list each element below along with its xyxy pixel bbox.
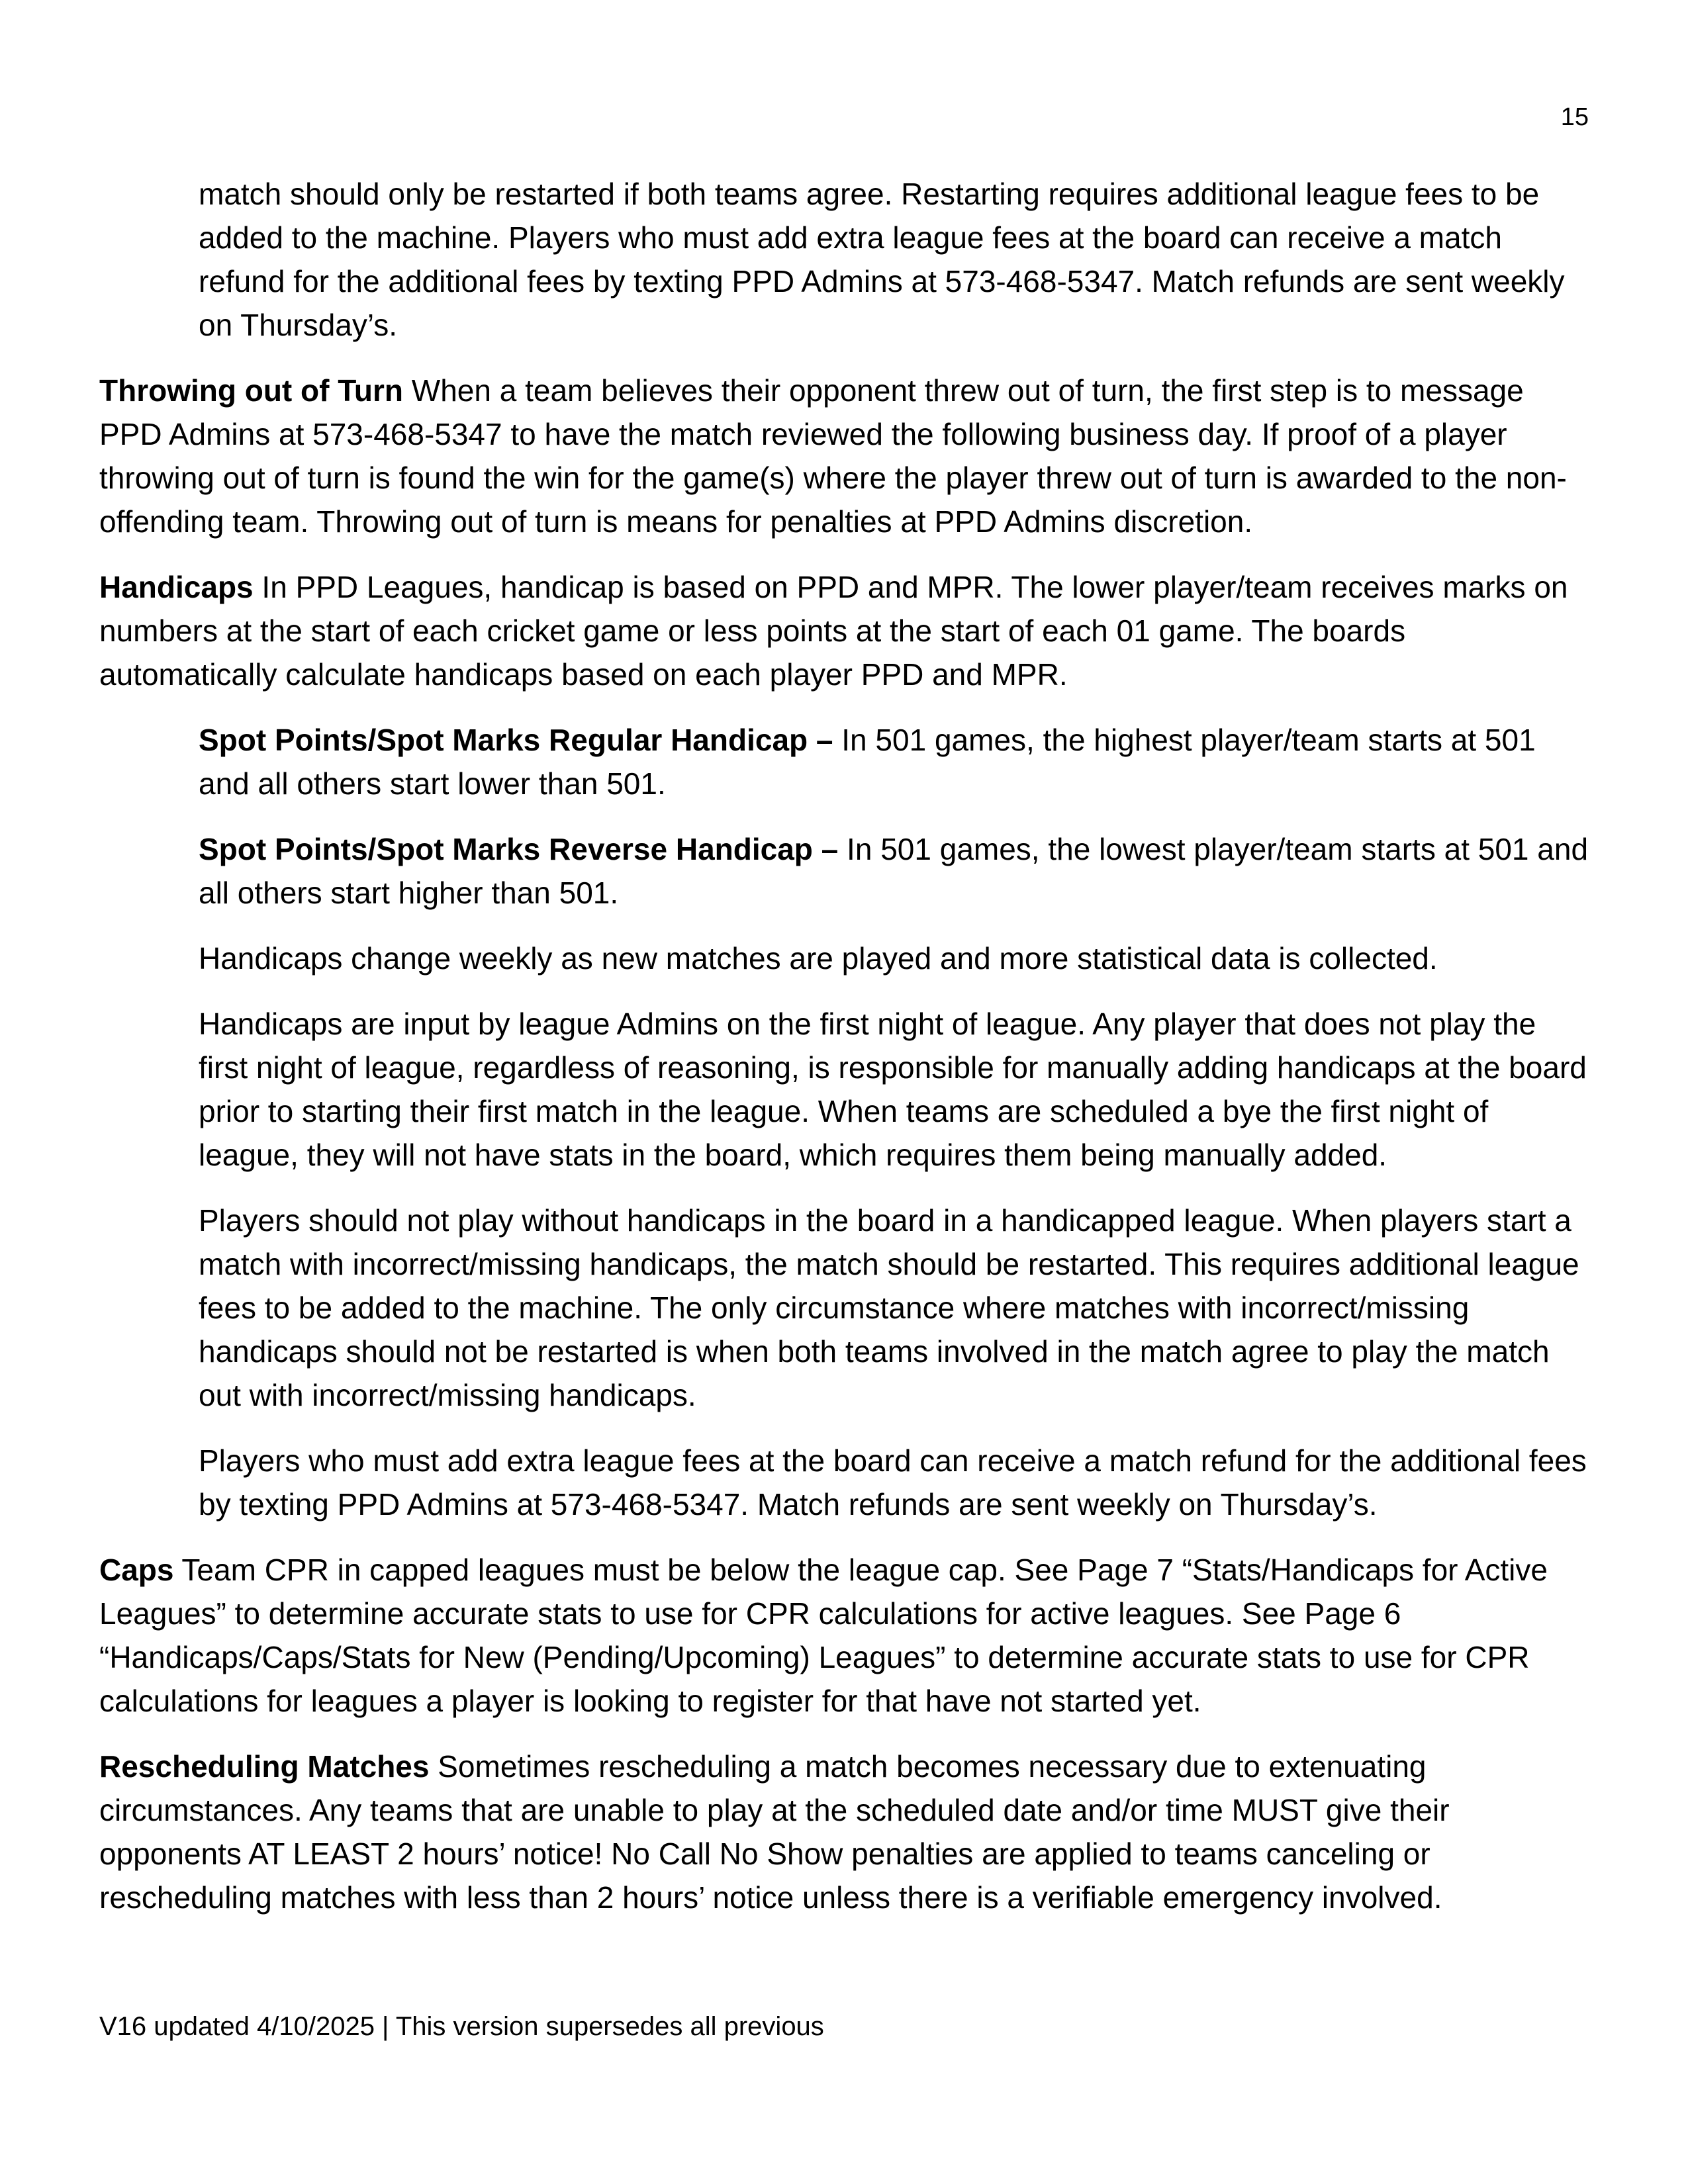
paragraph-text: Handicaps are input by league Admins on the first night of league. Any player that does not play the first night of league, regardless of reasoning, is responsible for manually adding handicaps at the board prior to starting their first match in the league. When teams are scheduled a bye the first night of league, they will not have stats in the board, which requires them being manually added. [199, 1007, 1587, 1172]
paragraph-reverse-handicap [199, 827, 1589, 915]
paragraph-text: In 501 games, the lowest player/team starts at 501 and all others start higher than 501. [199, 832, 1589, 910]
paragraph-throwing-out-of-turn [99, 369, 1589, 543]
paragraph-text: Team CPR in capped leagues must be below the league cap. See Page 7 “Stats/Handicaps for Active Leagues” to determine accurate stats to use for CPR calculations for active leagues. See Page 6 “Handicaps/Caps/Stats for New (Pending/Upcoming) Leagues” to determine accurate stats to use for CPR calculations for leagues a player is looking to register for that have not started yet. [99, 1553, 1548, 1718]
paragraph-text: In 501 games, the highest player/team starts at 501 and all others start lower than 501. [199, 723, 1536, 801]
paragraph-heading: Spot Points/Spot Marks Reverse Handicap – [199, 832, 839, 866]
paragraph-rescheduling-matches [99, 1745, 1589, 1919]
paragraph-text: Players who must add extra league fees at the board can receive a match refund for the additional fees by texting PPD Admins at 573-468-5347. Match refunds are sent weekly on Thursday’s. [199, 1443, 1587, 1522]
paragraph-heading: Caps [99, 1553, 174, 1587]
paragraph-text: Sometimes rescheduling a match becomes necessary due to extenuating circumstances. Any teams that are unable to play at the scheduled date and/or time MUST give their opponents AT LEAST 2 hours’ notice! No Call No Show penalties are applied to teams canceling or rescheduling matches with less than 2 hours’ notice unless there is a verifiable emergency involved. [99, 1749, 1450, 1915]
paragraph-regular-handicap [199, 718, 1589, 805]
paragraph-missing-handicaps [199, 1199, 1589, 1417]
paragraph-heading: Spot Points/Spot Marks Regular Handicap – [199, 723, 833, 757]
paragraph-handicaps-change-weekly [199, 936, 1589, 980]
paragraph-text: Players should not play without handicaps in the board in a handicapped league. When players start a match with incorrect/missing handicaps, the match should be restarted. This requires additional league fees to be added to the machine. The only circumstance where matches with incorrect/missing handicaps should not be restarted is when both teams involved in the match agree to play the match out with incorrect/missing handicaps. [199, 1203, 1579, 1412]
paragraph-match-refund [199, 1439, 1589, 1526]
paragraph-caps [99, 1548, 1589, 1723]
paragraph-handicaps-input [199, 1002, 1589, 1177]
paragraph-text: match should only be restarted if both teams agree. Restarting requires additional league fees to be added to the machine. Players who must add extra league fees at the board can receive a match refund for the additional fees by texting PPD Admins at 573-468-5347. Match refunds are sent weekly on Thursday’s. [199, 177, 1565, 342]
paragraph-continued-restart-fees [199, 172, 1589, 347]
paragraph-text: Handicaps change weekly as new matches are played and more statistical data is collected. [199, 941, 1438, 976]
paragraph-handicaps [99, 565, 1589, 696]
paragraph-heading: Rescheduling Matches [99, 1749, 430, 1784]
paragraph-text: When a team believes their opponent threw out of turn, the first step is to message PPD Admins at 573-468-5347 to have the match reviewed the following business day. If proof of a player throwing out of turn is found the win for the game(s) where the player threw out of turn is awarded to the non-offending team. Throwing out of turn is means for penalties at PPD Admins discretion. [99, 373, 1567, 539]
footer-version: V16 updated 4/10/2025 | This version supersedes all previous [99, 2012, 824, 2041]
paragraph-text: In PPD Leagues, handicap is based on PPD and MPR. The lower player/team receives marks on numbers at the start of each cricket game or less points at the start of each 01 game. The boards automatically calculate handicaps based on each player PPD and MPR. [99, 570, 1568, 692]
paragraph-heading: Handicaps [99, 570, 254, 604]
page-number: 15 [1560, 103, 1589, 131]
document-body [99, 172, 1589, 1941]
paragraph-heading: Throwing out of Turn [99, 373, 404, 408]
